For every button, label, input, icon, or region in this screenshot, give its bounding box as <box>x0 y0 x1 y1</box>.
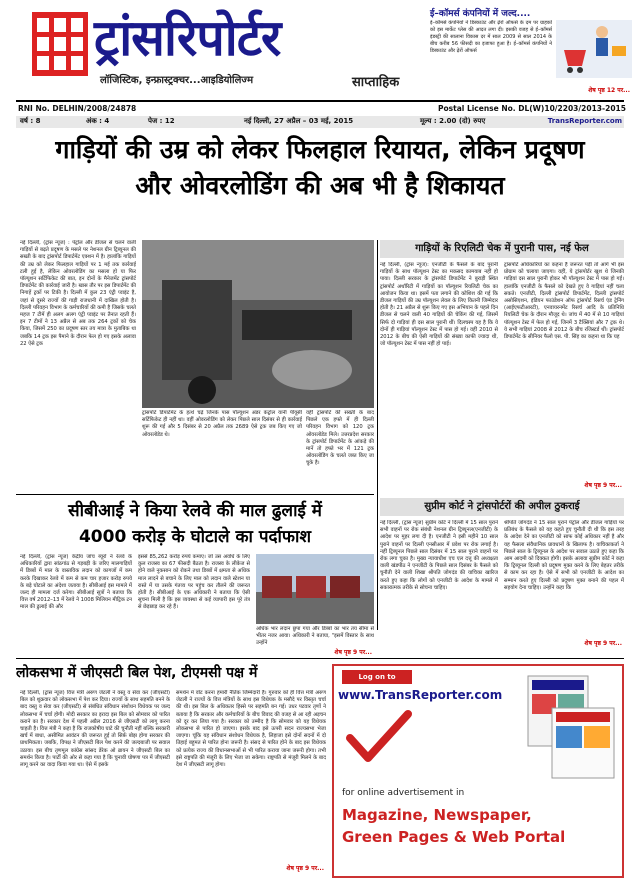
masthead-logo-icon <box>32 12 88 76</box>
ad-line1: for online advertisement in <box>342 788 465 798</box>
teaser-body: ई–कॉमर्स कंपनियों ने डिस्काउंट और ढ़ेरों ऑफर्स के दम पर ग्राहकों को इस मार्केट प्लेस की आदत लगा दी। इसकी वजह से ई–कॉमर्स इंडस्ट्री की सालाना विकास दर में साल 2009 से साल 2014 के बीच करीब 56 फीसदी का इजाफा हुआ है। ई–कॉमर्स कंपनियों ने डिस्काउंट और ढ़ेरों ऑफर्स <box>430 20 552 54</box>
issue-date: नई दिल्ली, 27 अप्रैल – 03 मई, 2015 <box>244 117 354 125</box>
ad-line2: Magazine, Newspaper, <box>342 806 532 824</box>
issue-info-bar <box>16 116 624 128</box>
reality-check-column-1: नई दिल्ली, (ट्रांस न्यूज): एनजीटी के फैसले के बाद पुरानी गाड़ियों के साथ पॉल्यूशन टेस्ट का मकसद कामयाब नहीं हो पाया। दिल्ली सरकार के ट्रांसपोर्ट डिपार्टमेंट ने बुराड़ी स्थित ट्रांसपोर्ट अथॉरिटी में गाड़ियों का पॉल्यूशन रियलिटी चेक का आयोजन किया था। इसमें पता लगाने की कोशिश की गई कि डीजल गाड़ियों की उम्र पॉल्यूशन लेवल के लिए कितनी जिम्मेदार होती है। 21 अप्रैल से शुरू किए गए इस अभियान के पहले दिन डीजल से चलने वाली 40 गाड़ियों की चेकिंग की गई, जिसमें सिर्फ दो गाड़ियां ही दस साल पुरानी थीं। दिलचस्प यह है कि ये दोनों ही गाड़ियां पॉल्यूशन टेस्ट में पास हो गई। वहीं 2010 से 2012 के बीच की ऐसी गाड़ियों की संख्या काफी ज्यादा थी, जो पॉल्यूशन टेस्ट में पास नहीं हो पाई। <box>380 262 498 348</box>
cbi-photo-caption: अधिक भार लदान छुपा गया और डिब्बों का भार तय सीमा से भीतर नजर आया। अधिकारी ने बताया, "इसमें विस्तार के साथ उन्होंने <box>256 626 374 647</box>
ad-line3: Green Pages & Web Portal <box>342 828 566 846</box>
page-count: पेज : 12 <box>148 117 175 125</box>
cbi-more[interactable]: शेष पृष्ठ 9 पर... <box>334 649 372 656</box>
shopping-cart-icon <box>556 20 632 78</box>
teaser-box[interactable] <box>430 6 634 98</box>
sc-column-1: नई दिल्ली, (ट्रांस न्यूज) सुप्रीम कोर्ट ने दिल्ली में 15 साल पुराने सभी वाहनों पर रोक संबंधी नेशनल ग्रीन ट्रिब्यूनल(एनजीटी) के आदेश पर मुहर लगा दी है। एनजीटी ने इसी महीने 10 साल पुराने वाहनों पर दिल्ली एनसीआर में प्रवेश पर रोक लगाई है। नहीं ट्रिब्यूनल पिछले साल दिसंबर में 15 साल पुराने वाहनों पर रोक लगा चुका है। मुख्य न्यायाधीश एच एल दत्तू की अध्यक्षता वाली खंडपीठ ने एनजीटी के पिछले साल दिसंबर के फैसले को चुनौती देने वाली शिखा श्रीपति जोगदंड की याचिका खारिज करते हुए कहा कि लोगों को एनजीटी के आदेश के मामले में सकारात्मक तरीके से सोचना चाहिए। <box>380 520 498 591</box>
masthead-edition: साप्ताहिक <box>352 75 400 90</box>
gst-column-2: समर्थन में वोट करना हमारी नैतिक जिम्मेदारी है। गुरुवार को ही वित्त मंत्री अरुण जेटली ने राज्यों के वित्त मंत्रियों के साथ इस विधेयक के मसौदे पर विस्तृत चर्चा की थी। इस बिल के अधिकतर हिस्से पर सहमति बन गई। उधर पटवार तृणों ने बताया है कि सरकार और कर्मचारियों के बीच विवाद की वजह से आ रही अड़चन को दूर कर लिया गया है। सरकार को उम्मीद है कि सोमवार को यह विधेयक लोकसभा से पारित हो जाएगा। इसके बाद इसे ऊपरी सदन राज्यसभा भेजा जाएगा। चूंकि यह संविधान संशोधन विधेयक है, लिहाजा इसे दोनों सदनों में दो तिहाई बहुमत से पारित होना जरूरी है। संसद से पारित होने के बाद इस विधेयक को प्रत्येक राज्य की विधानसभाओं से भी पारित कराया जाना जरूरी होगा। तभी इसे राष्ट्रपति की मंजूरी के लिए भेजा जा सकेगा। राष्ट्रपति से मंजूरी मिलने के बाद देश में जीएसटी लागू होगा। <box>176 690 326 769</box>
lead-photo-caption: ट्रांसपोर्ट डिपार्टमेंट के हत्थे चढ़े जिनके पास पॉल्यूशन अंडर कंट्रोल यानी पीयूसी सर्टिफिकेट ही नहीं था। वहीं ओवरलोडिंग को लेकर पिछले साल दिसंबर से ही कार्रवाई शुरू की गई और 5 दिसंबर से 20 अप्रैल तक 2689 ऐसे ट्रक जब किए गए जो ओवरलोडेड थे। <box>142 410 302 438</box>
sc-column-2: श्रीपति जोगदंड ने 15 साल पुराने पेट्रोल और डीजल गाड़ियों पर प्रतिबंध के फैसले को यह कहते हुए चुनौती दी थी कि इस तरह के आदेश देने का एनजीटी को साफ कोई अधिकार नहीं है और यह फैसला संवैधानिक प्रावधानों के खिलाफ है। याचिकाकर्ता ने पिछले साल के ट्रिब्यूनल के आदेश पर सवाल उठाते हुए कहा कि आम आदमी को दिक्कत होगी। इसके अलावा सुप्रीम कोर्ट ने कहा कि ट्रिब्यूनल दिल्ली को प्रदूषण मुक्त करने के लिए बेहतर तरीके से काम कर रहा है। ऐसे में सभी को एनजीटी के आदेश का सम्मान करते हुए दिल्ली को प्रदूषण मुक्त बनाने की पहल में सहयोग देना चाहिए। उन्होंने कहा कि <box>504 520 624 591</box>
lead-photo-truck <box>142 240 374 408</box>
website-mockup-icon <box>522 672 620 782</box>
cbi-column-1: नई दिल्ली, (ट्रांस न्यूज) केंद्रीय जांच ब्यूरो ने रेलवे के अधिकारियों द्वारा सांठगांठ से गड़बड़ी के जरिए मालगाड़ियों में डिब्बों में माल के वास्तविक लदान को कागजों में कम करके दिखाकर रेलवे में कम से कम चार हजार करोड़ रुपये के बड़े घोटाले का अंदेशा जताया है। सीबीआई इस मामले में जल्द ही मामला दर्ज करेगा। सीबीआई सूत्रों ने बताया कि वित्त वर्ष 2012–13 में रेलवे ने 1008 मिलियन मीट्रिक टन माल की ढुलाई की और <box>20 554 132 611</box>
masthead-tagline: लॉजिस्टिक, इन्फ्रास्ट्रक्चर...आइडियोलिज्म <box>100 75 254 86</box>
advertisement-box[interactable] <box>332 664 624 878</box>
ad-site-url[interactable]: www.TransReporter.com <box>338 688 503 702</box>
cbi-headline-line1[interactable]: सीबीआई ने किया रेलवे की माल ढुलाई में <box>68 501 322 521</box>
reality-check-column-2: ट्रांसपोर्ट अधिकारियों का कहना है जरूरत पड़ी तो आगे भी इस प्रोग्राम को चलाया जाएगा। वहीं, ये ट्रांसपोर्टर खुश थे जिनकी गाड़ियां दस साल पुरानी होकर भी पॉल्यूशन टेस्ट में पास हो गईं। हालांकि एनजीटी के फैसले को देखते हुए वे गाड़ियां नहीं चला सकते। एनजीटी, दिल्ली ट्रांसपोर्ट डिपार्टमेंट, दिल्ली ट्रांसपोर्ट असोसिएशन, इंडियन फाउंडेशन ऑफ ट्रांसपोर्ट रिसर्च एंड ट्रेनिंग (आईएफटीआरटी), एनवायरनमेंट रिसर्च आदि के प्रतिनिधि रियलिटी चेक के दौरान मौजूद थे। जांच में 40 में से 10 गाड़ियां पॉल्यूशन टेस्ट में फेल हो गईं, जिनमें 3 टैक्सियां और 7 ट्रक थे। ये सभी गाड़ियां 2008 से 2012 के बीच रजिस्टर्ड थीं। ट्रांसपोर्ट डिपार्टमेंट के सीनियर फैलो एस. पी. सिंह का कहना था कि यह <box>504 262 624 341</box>
lead-column-1: नई दिल्ली, (ट्रांस न्यूज) : पेट्रोल और डीजल से चलने वाली गाड़ियों से बढ़ते प्रदूषण के मसले पर नेशनल ग्रीन ट्रिब्यूनल की सख्ती के बाद ट्रांसपोर्ट डिपार्टमेंट एक्शन में है। हालांकि गाड़ियों की उम्र को लेकर फिलहाल गाड़ियों पर 1 मई तक कार्रवाई टली हुई है, लेकिन ओवरलोडिंग का मसला हो या फिर पॉल्यूशन सर्टिफिकेट की बात, इन दोनों के मैनेजमेंट ट्रांसपोर्ट डिपार्टमेंट की कार्रवाई जारी है। खास तौर पर इस डिपार्टमेंट की निगाहें ट्रकों पर टिकी है। दिल्ली में कुल 23 एंट्री प्वाइंट है, जहां से दूसरे राज्यों की गाड़ी राजधानी में दाखिल होती है। दिल्ली परिवहन विभाग के कर्मचारियों की कमी है जिसके चलते महज 7 टीमें ही अलग अलग एंट्री प्वाइंट पर तैनात रहती हैं। इन 7 टीमों ने 13 अप्रैल से अब तक 264 ट्रकों को चेक किया, जिसमें 250 का प्रदूषण स्तर तय मात्रा के मुताबिक था जबकि 14 ट्रक इस पैमाने के दौरान फेल हो गए इसके अलावा 22 ऐसे ट्रक <box>20 240 136 347</box>
postal-license: Postal License No. DL(W)10/2203/2013-2015 <box>438 104 626 113</box>
truck-exhaust-icon <box>142 240 374 408</box>
teaser-more[interactable]: शेष पृष्ठ 12 पर... <box>588 87 630 94</box>
masthead-title: ट्रांसरिपोर्टर <box>94 9 281 67</box>
reality-check-headline[interactable]: गाड़ियों के रिएलिटी चेक में पुरानी पास, नई फेल <box>380 240 624 258</box>
website-link[interactable]: TransReporter.com <box>547 117 622 125</box>
sc-more[interactable]: शेष पृष्ठ 9 पर... <box>584 640 622 647</box>
gst-more[interactable]: शेष पृष्ठ 9 पर... <box>286 865 324 872</box>
lead-headline-line2[interactable]: और ओवरलोडिंग की अब भी है शिकायत <box>135 171 505 200</box>
freight-train-icon <box>256 554 374 624</box>
volume: वर्ष : 8 <box>20 117 41 125</box>
checkmark-icon <box>344 708 414 768</box>
sc-headline[interactable]: सुप्रीम कोर्ट ने ट्रांसपोर्टरों की अपील ठुकराई <box>380 498 624 516</box>
gst-column-1: नई दिल्ली, (ट्रांस न्यूज) वित्त मंत्री अरुण जेटली ने वस्तु व सेवा कर (जीएसटी) बिल को शुक्रवार को लोकसभा में पेश कर दिया। राज्यों के साथ सहमति बनने के बाद वस्तु व सेवा कर (जीएसटी) से संबंधित संविधान संशोधन विधेयक पर जल्द लोकसभा में चर्चा होगी। मोदी सरकार का इरादा इस बिल को सोमवार को पारित कराने का है। सरकार देश में पहली अप्रैल 2016 से जीएसटी को लागू करना चाहती है। वित्त मंत्री ने कहा है कि राजकोषीय घाटे की चुनौती नहीं बल्कि सरकारी खर्च में बाधा, असीमित आवंटन की जरूरत हुई तो सिर्फ़ बोझ होगा सरकार की प्राथमिकता। जबकि, विपक्ष ने जीएसटी बिल पेश करने की जल्दबाजी पर सवाल उठाया। इस बीच तृणमूल कांग्रेस सांसद डेरेक ओ ब्रायन ने जीएसटी बिल का समर्थन किया है। पार्टी की ओर से कहा गया है कि चुनावी घोषणा पत्र में जीएसटी लागू करने का वादा किया गया था। ऐसे में इसके <box>20 690 170 769</box>
reality-check-more[interactable]: शेष पृष्ठ 9 पर... <box>584 482 622 489</box>
gst-headline[interactable]: लोकसभा में जीएसटी बिल पेश, टीएमसी पक्ष में <box>16 665 258 681</box>
lead-headline-line1[interactable]: गाड़ियों की उम्र को लेकर फिलहाल रियायत, लेकिन प्रदूषण <box>55 135 585 164</box>
rni-number: RNI No. DELHIN/2008/24878 <box>18 104 137 113</box>
teaser-title: ई–कॉमर्स कंपनियों में जल्द.... <box>430 9 531 19</box>
issue-number: अंक : 4 <box>86 117 110 125</box>
cbi-headline-line2[interactable]: 4000 करोड़ के घोटाले का पर्दाफाश <box>78 527 312 547</box>
lead-column-3: वहीं ट्रांसपोर्ट की सख्ती के बाद पिछले एक हफ्ते में ही दिल्ली परिवहन विभाग को 120 ट्रक ओवरलोडेड मिले। उत्तरप्रदेश सरकार के ट्रांसपोर्ट डिपार्टमेंट के आंकड़े की मानें तो हफ्ते भर में 121 ट्रक ओवरलोडिंग के चलते जब्त किए जा चुके है। <box>306 410 374 467</box>
ad-log-on: Log on to <box>342 670 412 684</box>
price: मूल्य : 2.00 (दो) रुपए <box>420 117 486 125</box>
cbi-column-2: इससे 85,262 करोड़ रुपये कमाए। जो उस अवधि के लिए कुल राजस्व का 67 फीसदी बैठता है। राजस्व के लीकेज से होने वाले नुकसान को रोकने तथा डिब्बों में क्षमता से अधिक माल लादने से बचाने के लिए माल को लदान वाले स्टेशन या रास्ते में या उसके गंतव्य पर पहुंच कर तौलने की जरूरत होती है। सीबीआई के एक अधिकारी ने बताया कि ऐसी सूचना मिली है कि इस व्यवस्था से कई व्यापारी इस पूरे तंत्र से छेड़छाड़ कर रहे हैं। <box>138 554 250 611</box>
cbi-photo-freight-train <box>256 554 374 624</box>
